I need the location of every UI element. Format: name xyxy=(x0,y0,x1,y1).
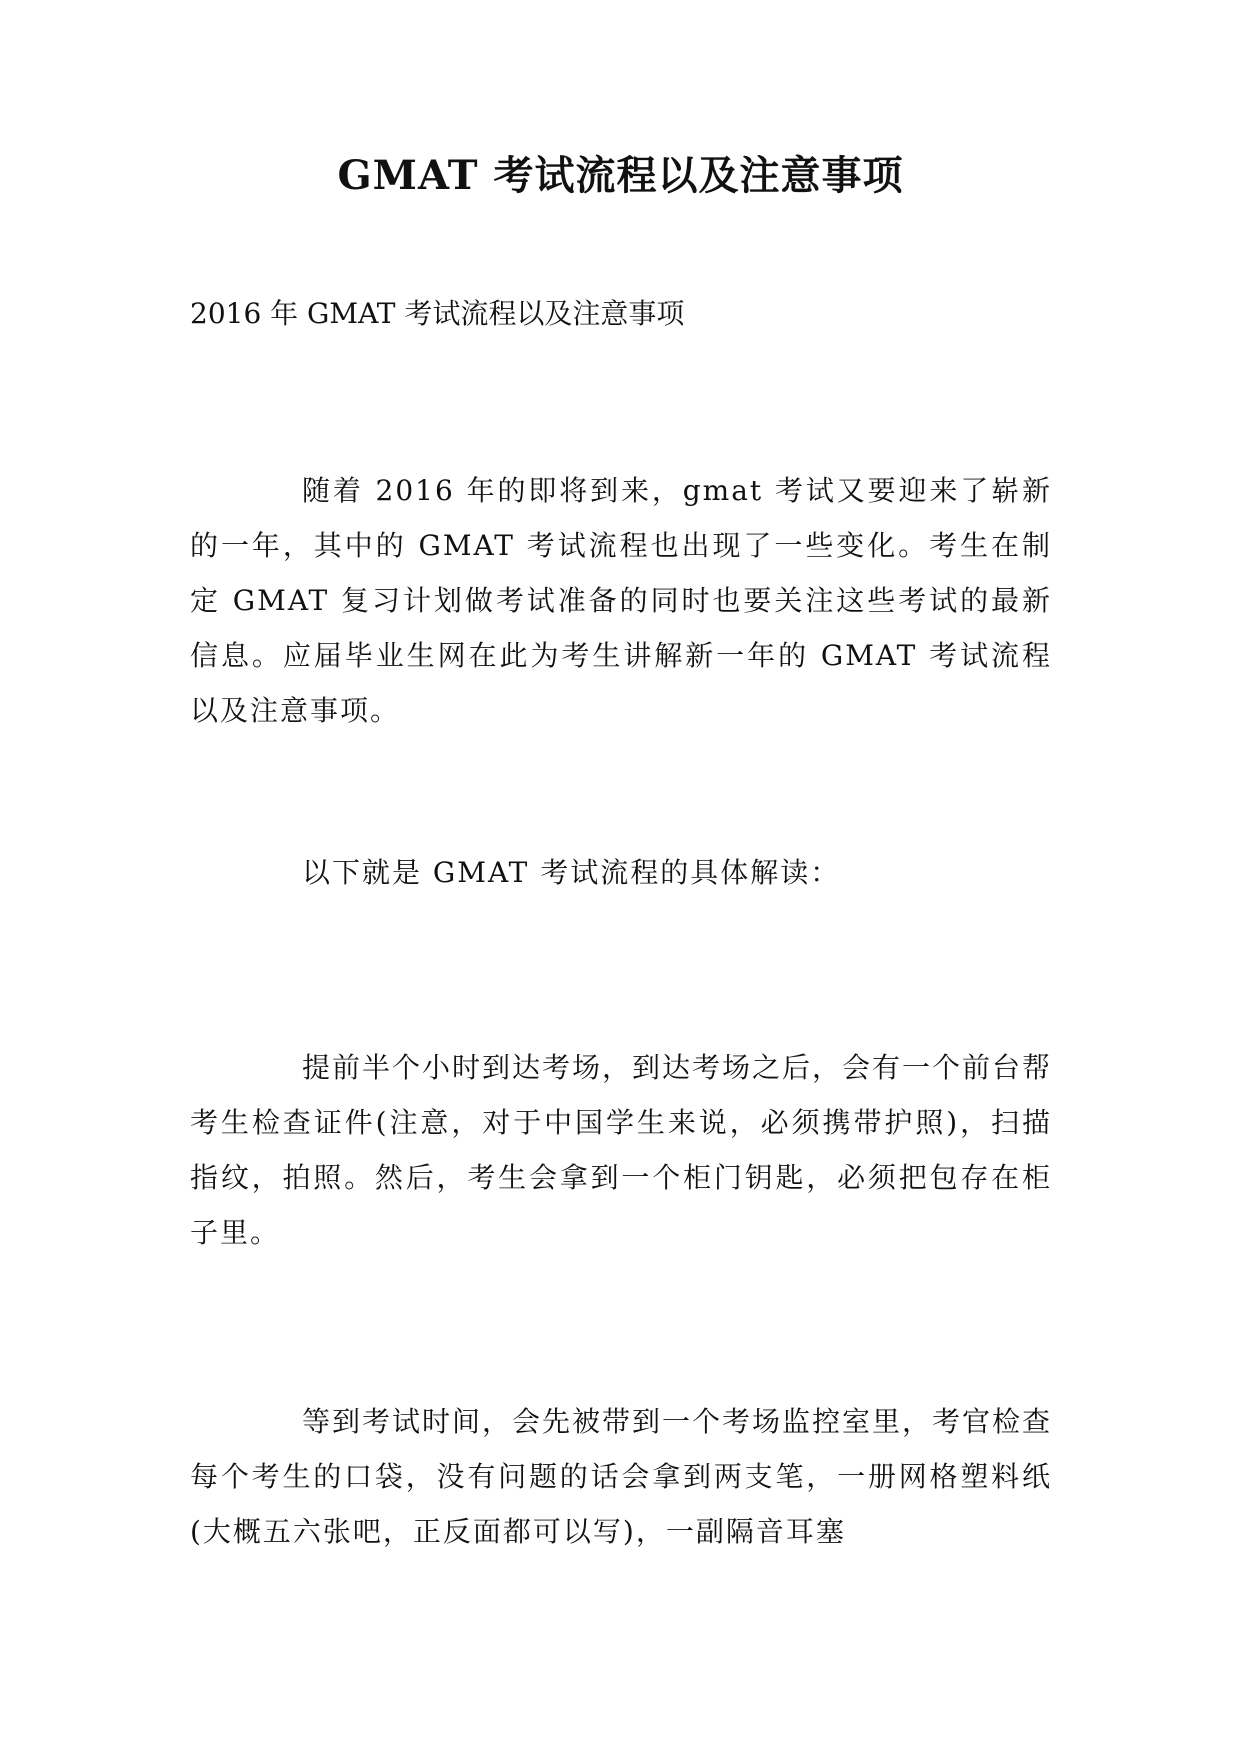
paragraph-process-lead: 以下就是 GMAT 考试流程的具体解读： xyxy=(302,856,841,889)
document-title: GMAT 考试流程以及注意事项 xyxy=(337,152,904,199)
paragraph-arrival: 提前半个小时到达考场，到达考场之后，会有一个前台帮考生检查证件(注意，对于中国学生来说，必须携带护照)，扫描指纹，拍照。然后，考生会拿到一个柜门钥匙，必须把包存在柜子里。 xyxy=(190,1051,1053,1249)
paragraph-intro: 随着 2016 年的即将到来，gmat 考试又要迎来了崭新的一年，其中的 GMAT 考试流程也出现了一些变化。考生在制定 GMAT 复习计划做考试准备的同时也要关注这些考试的最新信息。应届毕业生网在此为考生讲解新一年的 GMAT 考试流程以及注意事项。 xyxy=(190,474,1052,727)
paragraph-exam-room: 等到考试时间，会先被带到一个考场监控室里，考官检查每个考生的口袋，没有问题的话会拿到两支笔，一册网格塑料纸(大概五六张吧，正反面都可以写)，一副隔音耳塞 xyxy=(190,1405,1053,1548)
document-subtitle: 2016 年 GMAT 考试流程以及注意事项 xyxy=(190,297,685,330)
